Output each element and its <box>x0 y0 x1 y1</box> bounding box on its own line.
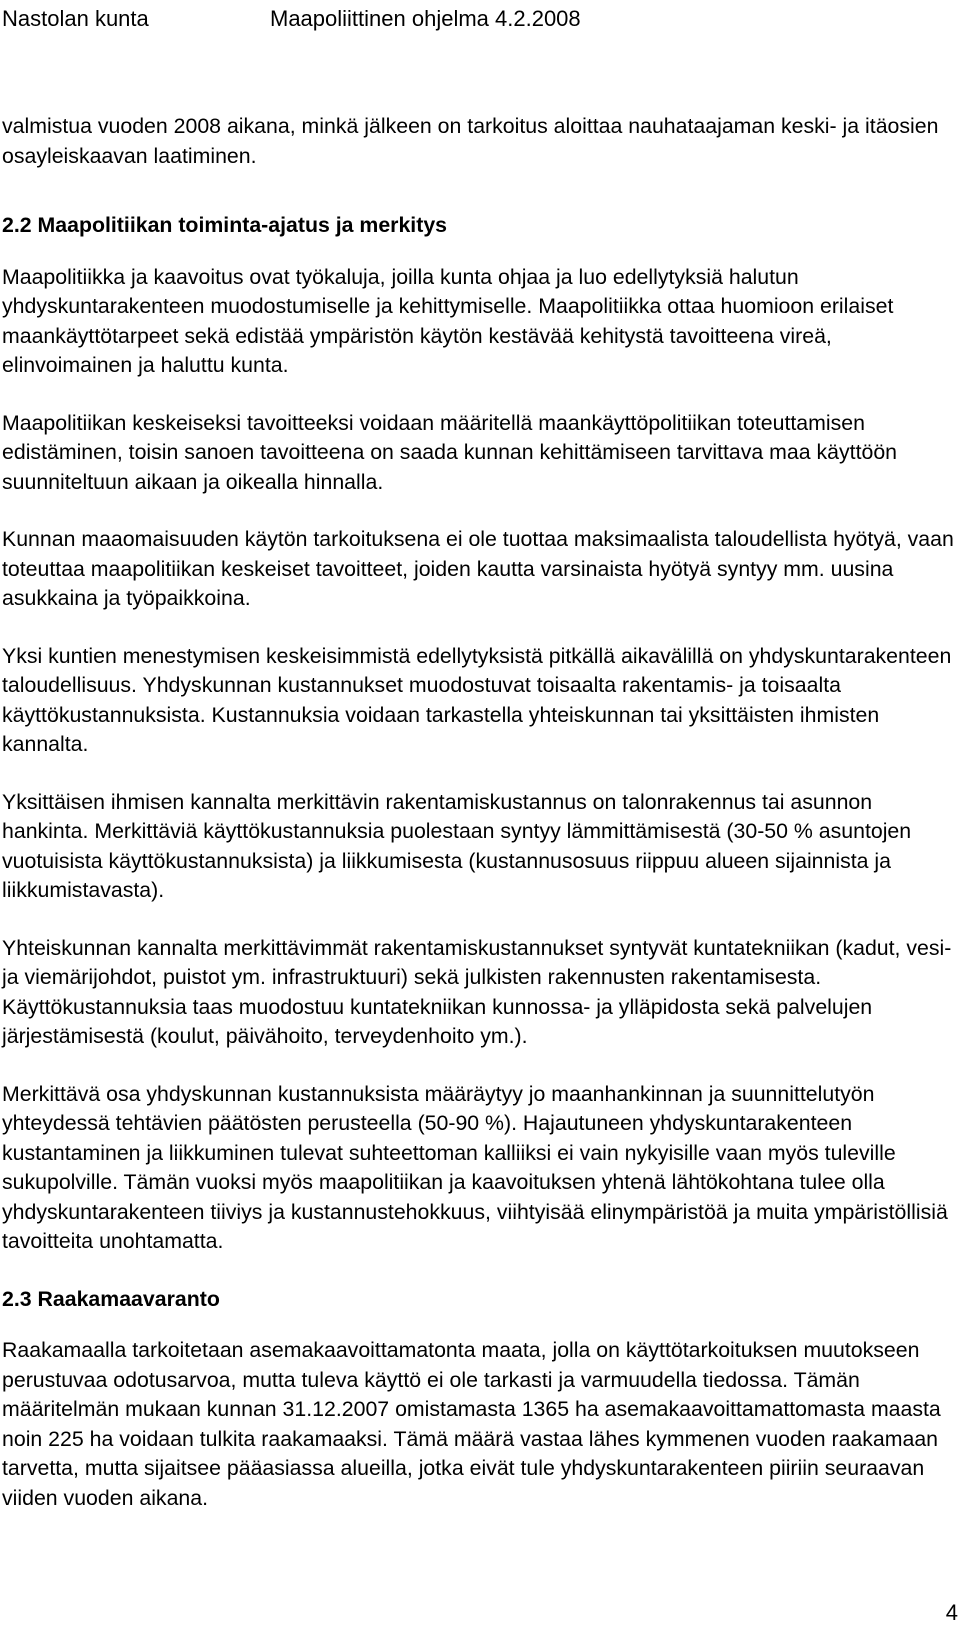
section-heading-2-3: 2.3 Raakamaavaranto <box>2 1286 220 1311</box>
section-2-2-paragraph-2: Maapolitiikan keskeiseksi tavoitteeksi voidaan määritellä maankäyttöpolitiikan toteuttamisen edistäminen, toisin sanoen tavoitteena on saada kunnan kehittämiseen tarvittava maa käyttöön suunniteltuun aikaan ja oikealla hinnalla. <box>2 410 898 494</box>
document-body <box>2 112 958 1541</box>
header-organization: Nastolan kunta <box>2 6 149 31</box>
section-2-2-paragraph-6: Yhteiskunnan kannalta merkittävimmät rakentamiskustannukset syntyvät kuntatekniikan (kadut, vesi- ja viemärijohdot, puistot ym. infrastruktuuri) sekä julkisten rakennusten rakentamisesta. Käyttökustannuksia taas muodostuu kuntatekniikan kunnossa- ja ylläpidosta sekä palvelujen järjestämisestä (koulut, päivähoito, terveydenhoito ym.). <box>2 935 952 1048</box>
section-2-2-paragraph-4: Yksi kuntien menestymisen keskeisimmistä edellytyksistä pitkällä aikavälillä on yhdyskuntarakenteen taloudellisuus. Yhdyskunnan kustannukset muodostuvat toisaalta rakentamis- ja toisaalta käyttökustannuksista. Kustannuksia voidaan tarkastella yhteiskunnan tai yksittäisten ihmisten kannalta. <box>2 643 952 756</box>
page-number: 4 <box>945 1600 958 1625</box>
section-heading-2-2: 2.2 Maapolitiikan toiminta-ajatus ja merkitys <box>2 213 448 237</box>
section-2-2-paragraph-3: Kunnan maaomaisuuden käytön tarkoituksena ei ole tuottaa maksimaalista taloudellista hyötyä, vaan toteuttaa maapolitiikan keskeiset tavoitteet, joiden kautta varsinaista hyötyä syntyy mm. uusina asukkaina ja työpaikkoina. <box>2 527 954 610</box>
section-2-2-paragraph-7: Merkittävä osa yhdyskunnan kustannuksista määräytyy jo maanhankinnan ja suunnittelutyön yhteydessä tehtävien päätösten perusteella (50-90 %). Hajautuneen yhdyskuntarakenteen kustantaminen ja liikkuminen tulevat suhteettoman kalliiksi ei vain nykyisille vaan myös tuleville sukupolville. Tämän vuoksi myös maapolitiikan ja kaavoituksen yhtenä lähtökohtana tulee olla yhdyskuntarakenteen tiiviys ja kustannustehokkuus, viihtyisää elinympäristöä ja muita ympäristöllisiä tavoitteita unohtamatta. <box>2 1081 948 1253</box>
section-2-2-paragraph-1: Maapolitiikka ja kaavoitus ovat työkaluja, joilla kunta ohjaa ja luo edellytyksiä halutun yhdyskuntarakenteen muodostumiselle ja kehittymiselle. Maapolitiikka ottaa huomioon erilaiset maankäyttötarpeet sekä edistää ympäristön käytön kestävää kehitystä tavoitteena vireä, elinvoimainen ja haluttu kunta. <box>2 264 894 377</box>
header-document-title: Maapoliittinen ohjelma 4.2.2008 <box>270 6 581 31</box>
intro-paragraph: valmistua vuoden 2008 aikana, minkä jälkeen on tarkoitus aloittaa nauhataajaman keski- ja itäosien osayleiskaavan laatiminen. <box>2 114 939 168</box>
section-2-2-paragraph-5: Yksittäisen ihmisen kannalta merkittävin rakentamiskustannus on talonrakennus tai asunnon hankinta. Merkittäviä käyttökustannuksia puolestaan syntyy lämmittämisestä (30-50 % asuntojen vuotuisista käyttökustannuksista) ja liikkumisesta (kustannusosuus riippuu alueen sijainnista ja liikkumistavasta). <box>2 789 912 902</box>
section-2-3-paragraph-1: Raakamaalla tarkoitetaan asemakaavoittamatonta maata, jolla on käyttötarkoituksen muutokseen perustuvaa odotusarvoa, mutta tuleva käyttö ei ole tarkasti ja varmuudella tiedossa. Tämän määritelmän mukaan kunnan 31.12.2007 omistamasta 1365 ha asemakaavoittamattomasta maasta noin 225 ha voidaan tulkita raakamaaksi. Tämä määrä vastaa lähes kymmenen vuoden raakamaan tarvetta, mutta sijaitsee pääasiassa alueilla, jotka eivät tule yhdyskuntarakenteen piiriin seuraavan viiden vuoden aikana. <box>2 1338 941 1510</box>
page-header <box>0 4 960 38</box>
